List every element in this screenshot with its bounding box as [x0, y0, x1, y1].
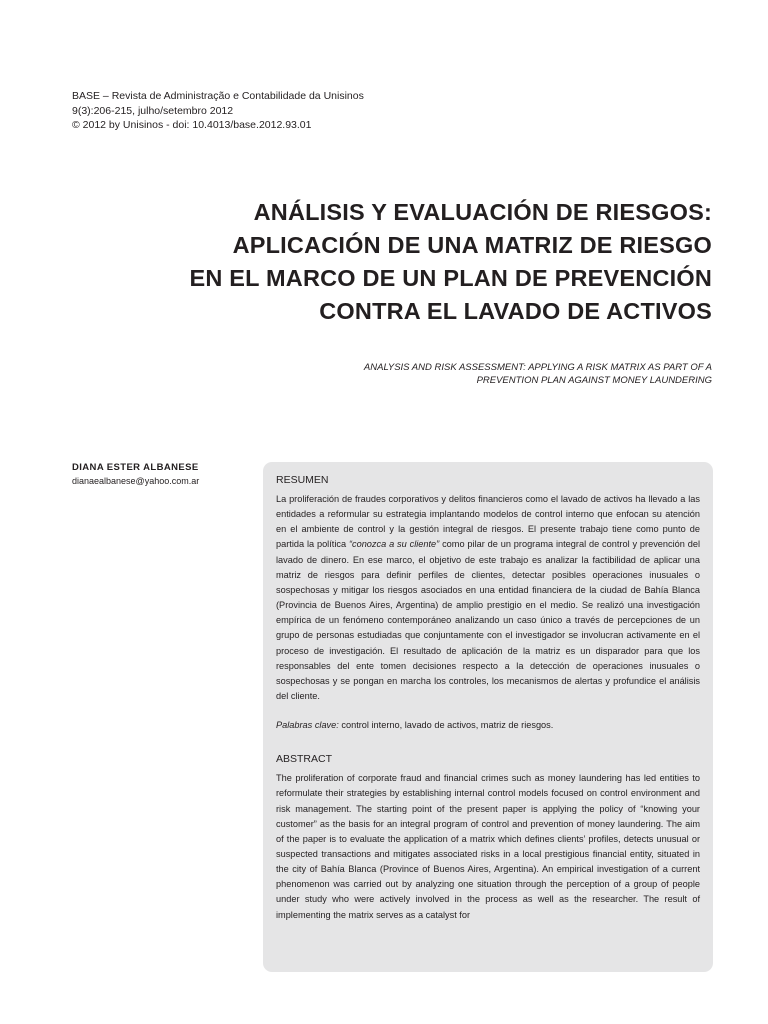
resumen-heading: RESUMEN: [276, 474, 329, 486]
title-line: APLICACIÓN DE UNA MATRIZ DE RIESGO: [232, 232, 712, 258]
author-email[interactable]: dianaealbanese@yahoo.com.ar: [72, 476, 200, 486]
resumen-text-italic: “conozca a su cliente”: [348, 539, 440, 550]
keywords: [276, 718, 700, 733]
journal-name: BASE – Revista de Administração e Contabilidade da Unisinos: [72, 90, 364, 102]
title-line: EN EL MARCO DE UN PLAN DE PREVENCIÓN: [189, 265, 712, 291]
abstract-text: The proliferation of corporate fraud and financial crimes such as money laundering has led entities to reformulate their strategies by establishing internal control models focused on control environment and risk management. The starting point of the present paper is applying the policy of “knowing your customer” as the basis for an integral program of control and prevention of money laundering. The aim of the paper is to evaluate the application of a matrix which defines clients’ profiles, detects unusual or suspected transactions and mitigates associated risks in a local prestigious financial entity, situated in the city of Bahía Blanca (Province of Buenos Aires, Argentina). An empirical investigation of a current phenomenon was carried out by analyzing one situation through the perception of a group of people under study who were actively involved in the process as well as the researcher. The result of implementing the matrix serves as a catalyst for: [276, 773, 700, 920]
resumen-text: [276, 492, 700, 704]
english-title-line: ANALYSIS AND RISK ASSESSMENT: APPLYING A RISK MATRIX AS PART OF A: [363, 362, 712, 373]
abstract-heading: ABSTRACT: [276, 753, 333, 766]
english-title: [112, 361, 712, 387]
journal-issue: 9(3):206-215, julho/setembro 2012: [72, 104, 234, 117]
author-block: [72, 461, 199, 488]
abstract-box: [263, 462, 713, 972]
title-line: CONTRA EL LAVADO DE ACTIVOS: [319, 298, 712, 324]
journal-header: [72, 89, 364, 133]
english-title-line: PREVENTION PLAN AGAINST MONEY LAUNDERING: [476, 375, 712, 386]
journal-doi: © 2012 by Unisinos - doi: 10.4013/base.2012.93.01: [72, 119, 312, 131]
author-name: DIANA ESTER ALBANESE: [72, 462, 199, 473]
keywords-list: control interno, lavado de activos, matriz de riesgos.: [338, 720, 554, 731]
article-title: [72, 196, 712, 328]
title-line: ANÁLISIS Y EVALUACIÓN DE RIESGOS:: [253, 199, 712, 225]
resumen-text-part: como pilar de un programa integral de control y prevención del lavado de dinero. En ese marco, el objetivo de este trabajo es analizar la factibilidad de aplicar una matriz de riesgos para definir perfiles de clientes, detectar posibles operaciones inusuales o sospechosas y mitigar los riesgos asociados en una entidad financiera de la ciudad de Bahía Blanca (Provincia de Buenos Aires, Argentina) de amplio prestigio en el medio. Se realizó una investigación empírica de un fenómeno contemporáneo analizando un caso único a través de percepciones de un grupo de personas estudiadas que conjuntamente con el investigador se involucran activamente en el proceso de investigación. El resultado de aplicación de la matriz es un disparador para que los responsables del ente tomen decisiones respecto a la detección de operaciones inusuales o sospechosas y se pongan en marcha los controles, los mecanismos de alertas y profundice el análisis del cliente.: [276, 539, 700, 702]
keywords-label: Palabras clave:: [276, 720, 339, 731]
resumen-text-part: La proliferación de fraudes corporativos y delitos financieros como el lavado de activos ha llevado a las entidades a reformular su estrategia implantando modelos de control interno que enfocan su atención en el ambiente de control y la gestión integral de riesgos. El presente trabajo tiene como punto de partida la política: [276, 494, 700, 550]
